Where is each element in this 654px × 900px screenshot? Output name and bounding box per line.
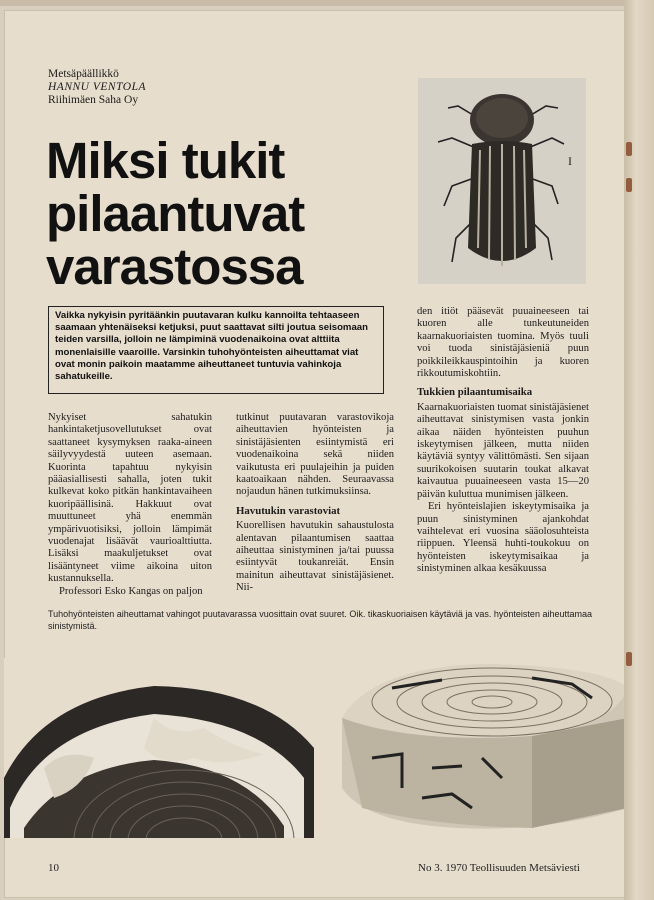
column-3-intro: den itiöt pääsevät puuaineeseen tai kuoren alle tunkeutuneiden kaarnakuoriaisten tuomina. Myös tuuli voi tuoda sinistäjäsieniä puun poikkileikkauspintoihin ja kuoren rikkoutumiskohtiin. (417, 306, 589, 380)
page-number: 10 (48, 862, 59, 874)
scale-mark: I (568, 154, 572, 168)
scan-top-edge (0, 0, 654, 6)
column-3-paragraph-2: Eri hyönteislajien iskeytymisaika ja puun sinistyminen ajankohdat vaihtelevat eri vuosina sääolosuhteista riippuen. Yleensä huhti-toukokuu on hyönteisten iskeytymisaikaa ja sinistyminen alkaa kesäkuussa (417, 501, 589, 575)
text-column-1 (48, 412, 212, 598)
text-column-3 (417, 306, 589, 576)
column-1-paragraph-1: Nykyiset sahatukin hankintaketjusovellutukset ovat saattaneet kysymyksen raaka-aineen säilyvyydestä uuteen asemaan. Kuorinta tapahtuu nykyisin pääasiallisesti sahalla, joten tukit kulkevat koko pitkän hankintavaiheen kuoripäällisinä. Hakkuut ovat muuttuneet yhä enemmän ympärivuotisiksi, jolloin lämpimät vuodenajat lisäävät vaurioalttiutta. Lisäksi maakuljetukset ovat lisääntyneet viime aikoina uiton kustannuksella. (48, 412, 212, 585)
blue-stained-log-cross-section-icon (4, 658, 314, 838)
column-1-paragraph-2: Professori Esko Kangas on paljon (59, 585, 203, 597)
magazine-page (4, 10, 626, 898)
section-heading-havutukin: Havutukin varastoviat (236, 504, 341, 517)
text-column-2 (236, 412, 394, 595)
author-byline (48, 68, 146, 107)
headline-line-3: varastossa (46, 238, 303, 295)
column-2-intro: tutkinut puutavaran varastovikoja aiheuttavien hyönteisten ja sinistäjäsienten esiintymistä eri vuodenaikoina sekä niiden vaikutusta eri puulajeihin ja puiden kaatoaikaan nähden. Seuraavassa nojaudun hänen tutkimuksiinsa. (236, 412, 394, 498)
page-binding-edge (624, 0, 654, 900)
headline-line-1: Miksi tukit (46, 132, 285, 189)
article-headline (46, 134, 366, 293)
issue-footer: No 3. 1970 Teollisuuden Metsäviesti (418, 862, 580, 874)
author-name: HANNU VENTOLA (48, 81, 146, 93)
author-company: Riihimäen Saha Oy (48, 94, 139, 106)
photo-caption: Tuhohyönteisten aiheuttamat vahingot puutavarassa vuosittain ovat suuret. Oik. tikaskuoriaisen käytäviä ja vas. hyönteisten aiheuttamaa sinistymistä. (48, 609, 592, 631)
headline-line-2: pilaantuvat (46, 185, 305, 242)
column-3-paragraph-1: Kaarnakuoriaisten tuomat sinistäjäsienet aiheuttavat sinistymisen vasta jonkin aikaa näiden hyönteisten puuhun iskeytymisen jälkeen, mutta niiden käytäviä syntyy välittömästi. Sen sijaan suurikokoisen suutarin toukat alkavat kaivautua puuaineeseen vasta 15—20 päivän kuluttua munimisen jälkeen. (417, 401, 589, 500)
log-block-with-beetle-galleries-icon (332, 658, 626, 836)
section-heading-pilaantumisaika: Tukkien pilaantumisaika (417, 386, 533, 399)
column-2-body: Kuorellisen havutukin sahaustulosta alentavan pilaantumisen saattaa aiheuttaa sinistyminen ja/tai puussa esiintyvät toukanreiät. Ensin mainitun aiheuttavat sinistäjäsienet. Nii- (236, 520, 394, 594)
lead-paragraph-box: Vaikka nykyisin pyritäänkin puutavaran kulku kannoilta tehtaaseen saamaan yhtenäiseksi ketjuksi, puut saattavat silti joutua seisomaan teiden varsilla, jolloin ne lämpiminä vuodenaikoina ovat alttiita monenlaisille vaaroille. Varsinkin tuhohyönteisten aiheuttamat viat ovat monin paikoin maatamme aiheuttaneet tuntuvia vahinkoja sahatukeille. (48, 306, 384, 394)
beetle-illustration-icon (418, 78, 586, 284)
author-role: Metsäpäällikkö (48, 68, 119, 80)
